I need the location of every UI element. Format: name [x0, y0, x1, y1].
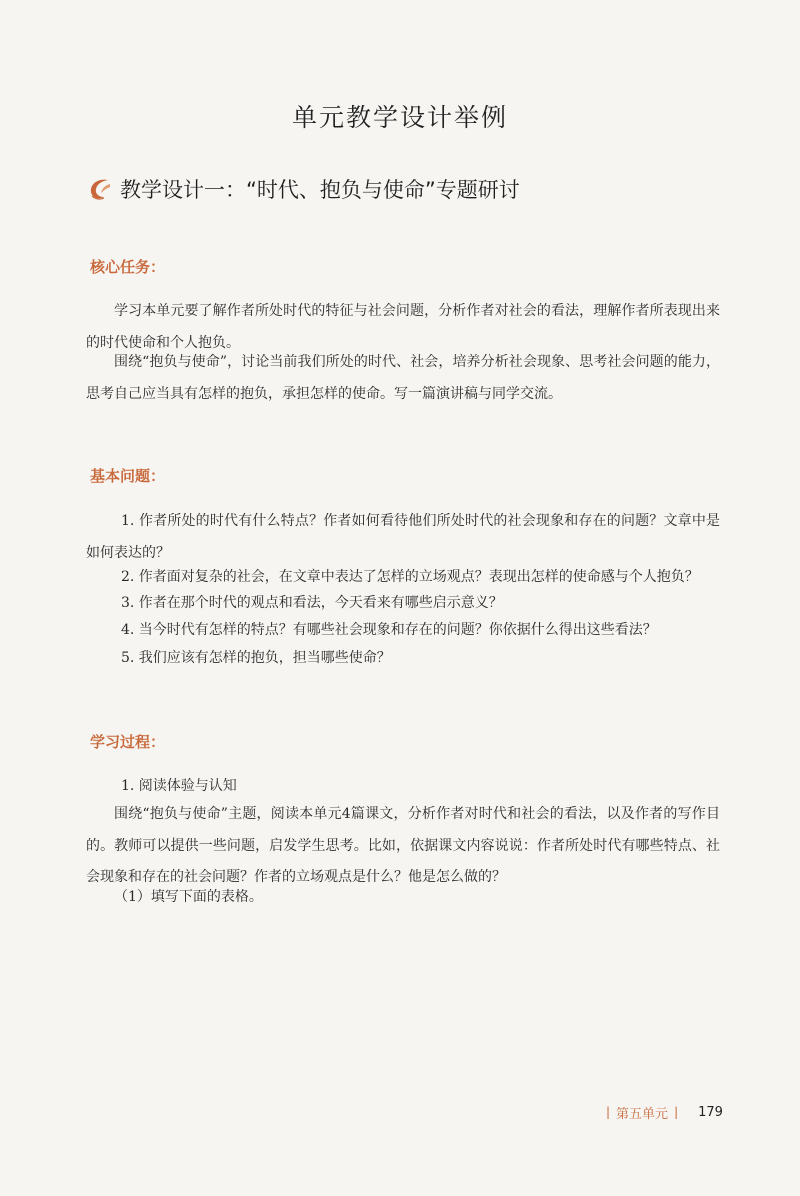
page-title: 单元教学设计举例	[291, 103, 508, 132]
divider: |	[674, 1105, 679, 1119]
question-item-3: 3. 作者在那个时代的观点和看法，今天看来有哪些启示意义？	[121, 595, 503, 611]
design-header	[86, 173, 520, 205]
step-1-title: 1. 阅读体验与认知	[121, 778, 237, 794]
design-title: 教学设计一：“时代、抱负与使命”专题研讨	[120, 178, 520, 202]
page-number: 179	[698, 1104, 723, 1120]
core-task-heading: 核心任务：	[90, 258, 166, 276]
core-task-paragraph-2: 围绕“抱负与使命”，讨论当前我们所处的时代、社会，培养分析社会现象、思考社会问题的能力，思考自己应当具有怎样的抱负，承担怎样的使命。写一篇演讲稿与同学交流。	[86, 354, 720, 402]
step-1-paragraph: 围绕“抱负与使命”主题，阅读本单元4篇课文，分析作者对时代和社会的看法，以及作者的写作目的。教师可以提供一些问题，启发学生思考。比如，依据课文内容说说：作者所处时代有哪些特点、社会现象和存在的社会问题？作者的立场观点是什么？他是怎么做的？	[86, 806, 720, 885]
divider: |	[606, 1105, 611, 1119]
page-footer	[600, 1101, 723, 1123]
question-item-5: 5. 我们应该有怎样的抱负，担当哪些使命？	[121, 650, 391, 666]
learning-process-heading: 学习过程：	[90, 733, 166, 751]
unit-label: 第五单元	[616, 1106, 669, 1122]
question-item-4: 4. 当今时代有怎样的特点？有哪些社会现象和存在的问题？你依据什么得出这些看法？	[121, 622, 657, 638]
question-item-2: 2. 作者面对复杂的社会，在文章中表达了怎样的立场观点？表现出怎样的使命感与个人抱负？	[121, 569, 699, 585]
leaf-swirl-icon	[86, 175, 114, 203]
step-1-sub-item: （1）填写下面的表格。	[114, 889, 263, 905]
basic-questions-heading: 基本问题：	[90, 467, 166, 485]
core-task-paragraph-1: 学习本单元要了解作者所处时代的特征与社会问题，分析作者对社会的看法，理解作者所表现出来的时代使命和个人抱负。	[86, 303, 720, 351]
question-item-1: 1. 作者所处的时代有什么特点？作者如何看待他们所处时代的社会现象和存在的问题？文章中是如何表达的？	[86, 513, 720, 561]
